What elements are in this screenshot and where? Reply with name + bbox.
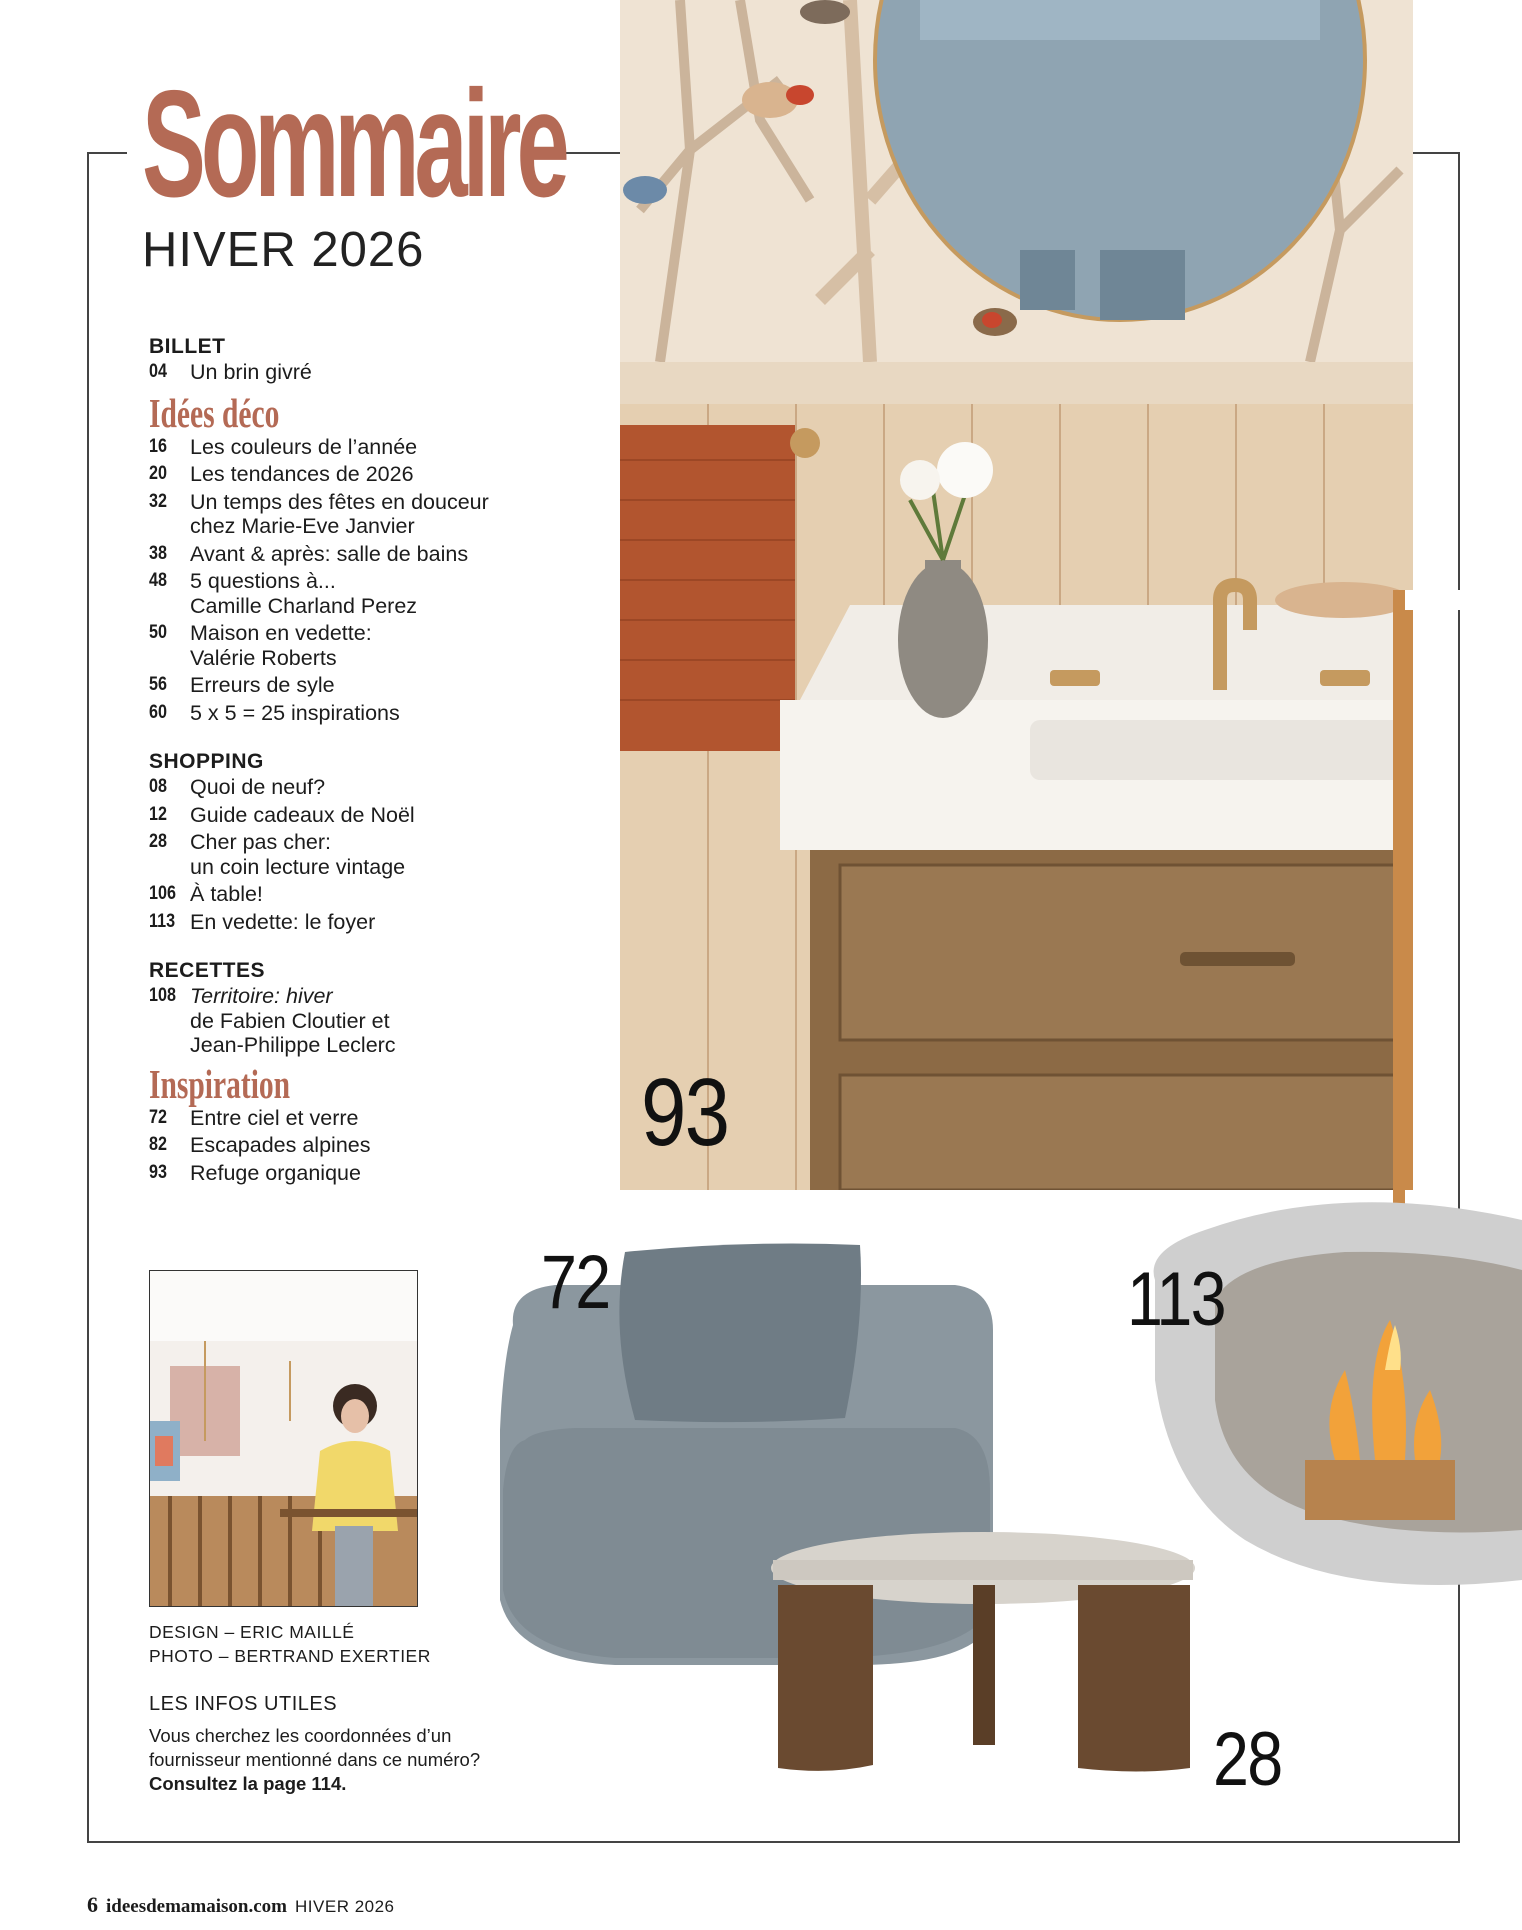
section-title-shopping: SHOPPING <box>149 750 264 773</box>
frame-bottom-line <box>87 1841 1460 1843</box>
toc-page-number: 04 <box>149 361 167 382</box>
infos-line-3 <box>149 1772 569 1796</box>
toc-label: Escapades alpines <box>190 1133 371 1157</box>
toc-label: 5 x 5 = 25 inspirations <box>190 700 400 725</box>
page-number-28: 28 <box>1213 1717 1282 1802</box>
footer-issue: HIVER 2026 <box>295 1897 395 1916</box>
toc-page-number: 108 <box>149 985 176 1006</box>
toc-item[interactable] <box>149 360 549 385</box>
section-title-recettes: RECETTES <box>149 959 266 982</box>
toc-page-number: 106 <box>149 883 176 904</box>
toc-page-number: 60 <box>149 701 167 723</box>
toc-label-line2: un coin lecture vintage <box>190 854 406 879</box>
toc-label: À table! <box>190 882 263 906</box>
issue-subtitle: HIVER 2026 <box>142 223 425 277</box>
toc-page-number: 50 <box>149 622 167 643</box>
designer-photo <box>149 1270 418 1607</box>
photo-credit: PHOTO – BERTRAND EXERTIER <box>149 1646 431 1666</box>
infos-line-2: fournisseur mentionné dans ce numéro? <box>149 1749 481 1770</box>
toc-item[interactable] <box>149 490 549 539</box>
fireplace-image <box>1145 580 1522 1600</box>
toc-item[interactable] <box>149 830 549 879</box>
toc-label: Territoire: hiver <box>190 984 333 1008</box>
page-number-113: 113 <box>1127 1257 1225 1342</box>
toc-label-line2: chez Marie-Eve Janvier <box>190 514 415 538</box>
section-title-billet: BILLET <box>149 335 226 358</box>
toc-label: Entre ciel et verre <box>190 1105 359 1130</box>
toc-item[interactable] <box>149 910 549 935</box>
toc-item[interactable] <box>149 621 549 670</box>
toc-page-number: 12 <box>149 803 167 825</box>
section-title-idees-deco: Idées déco <box>149 389 280 436</box>
toc-page-number: 08 <box>149 776 167 797</box>
table-of-contents <box>149 334 549 1188</box>
toc-item[interactable] <box>149 462 549 487</box>
toc-item[interactable] <box>149 882 549 907</box>
toc-item[interactable] <box>149 803 549 828</box>
toc-item[interactable] <box>149 542 549 567</box>
toc-label: Quoi de neuf? <box>190 775 326 799</box>
toc-page-number: 32 <box>149 490 167 512</box>
infos-heading: LES INFOS UTILES <box>149 1693 338 1715</box>
page-number-93: 93 <box>641 1059 729 1166</box>
toc-page-number: 28 <box>149 831 167 852</box>
frame-left-line <box>87 152 89 1843</box>
infos-body <box>149 1724 569 1796</box>
page-footer <box>87 1892 395 1918</box>
toc-label-wrap <box>190 621 549 670</box>
toc-label: Erreurs de syle <box>190 673 335 697</box>
frame-top-left-line <box>87 152 127 154</box>
toc-label: Guide cadeaux de Noël <box>190 802 415 827</box>
toc-item[interactable] <box>149 1133 549 1158</box>
toc-label-line2: Valérie Roberts <box>190 645 337 670</box>
toc-label: Cher pas cher: <box>190 830 332 854</box>
toc-label: Les couleurs de l’année <box>190 434 418 459</box>
toc-label: Un temps des fêtes en douceur <box>190 489 489 514</box>
toc-label: En vedette: le foyer <box>190 909 376 934</box>
page-number-72: 72 <box>541 1240 610 1325</box>
section-title-inspiration: Inspiration <box>149 1060 291 1107</box>
photo-credits <box>149 1620 431 1668</box>
toc-label-wrap <box>190 569 549 618</box>
spacer <box>149 937 549 958</box>
toc-page-number: 82 <box>149 1134 167 1155</box>
toc-item[interactable] <box>149 775 549 800</box>
spacer <box>149 728 549 749</box>
toc-page-number: 113 <box>149 910 176 932</box>
toc-label: 5 questions à... <box>190 569 336 593</box>
toc-page-number: 48 <box>149 570 167 591</box>
infos-link[interactable]: Consultez la page 114. <box>149 1773 347 1794</box>
toc-page-number: 20 <box>149 463 167 484</box>
toc-label: Les tendances de 2026 <box>190 462 414 486</box>
toc-label-wrap <box>190 984 549 1058</box>
toc-label-line2: de Fabien Cloutier et <box>190 1008 390 1033</box>
toc-page-number: 38 <box>149 542 167 564</box>
toc-label: Un brin givré <box>190 360 312 384</box>
toc-label: Maison en vedette: <box>190 621 372 645</box>
page-title: Sommaire <box>142 59 565 229</box>
footer-page-number: 6 <box>87 1892 98 1917</box>
toc-label-line2: Camille Charland Perez <box>190 593 418 618</box>
toc-page-number: 93 <box>149 1161 167 1183</box>
coffee-table-image <box>768 1530 1198 1775</box>
toc-item[interactable] <box>149 984 549 1058</box>
toc-label-wrap <box>190 830 549 879</box>
infos-line-1: Vous cherchez les coordonnées d’un <box>149 1725 452 1746</box>
toc-label: Avant & après: salle de bains <box>190 541 469 566</box>
toc-item[interactable] <box>149 1161 549 1186</box>
toc-label-wrap <box>190 490 549 539</box>
toc-item[interactable] <box>149 1106 549 1131</box>
design-credit: DESIGN – ERIC MAILLÉ <box>149 1622 355 1642</box>
toc-item[interactable] <box>149 673 549 698</box>
toc-page-number: 72 <box>149 1106 167 1128</box>
toc-label: Refuge organique <box>190 1160 361 1185</box>
footer-website[interactable]: ideesdemamaison.com <box>106 1896 288 1917</box>
toc-page-number: 56 <box>149 674 167 695</box>
toc-item[interactable] <box>149 569 549 618</box>
toc-label-line3: Jean-Philippe Leclerc <box>190 1033 396 1057</box>
toc-item[interactable] <box>149 435 549 460</box>
frame-top-right-line <box>1412 152 1460 154</box>
toc-item[interactable] <box>149 701 549 726</box>
toc-page-number: 16 <box>149 435 167 457</box>
